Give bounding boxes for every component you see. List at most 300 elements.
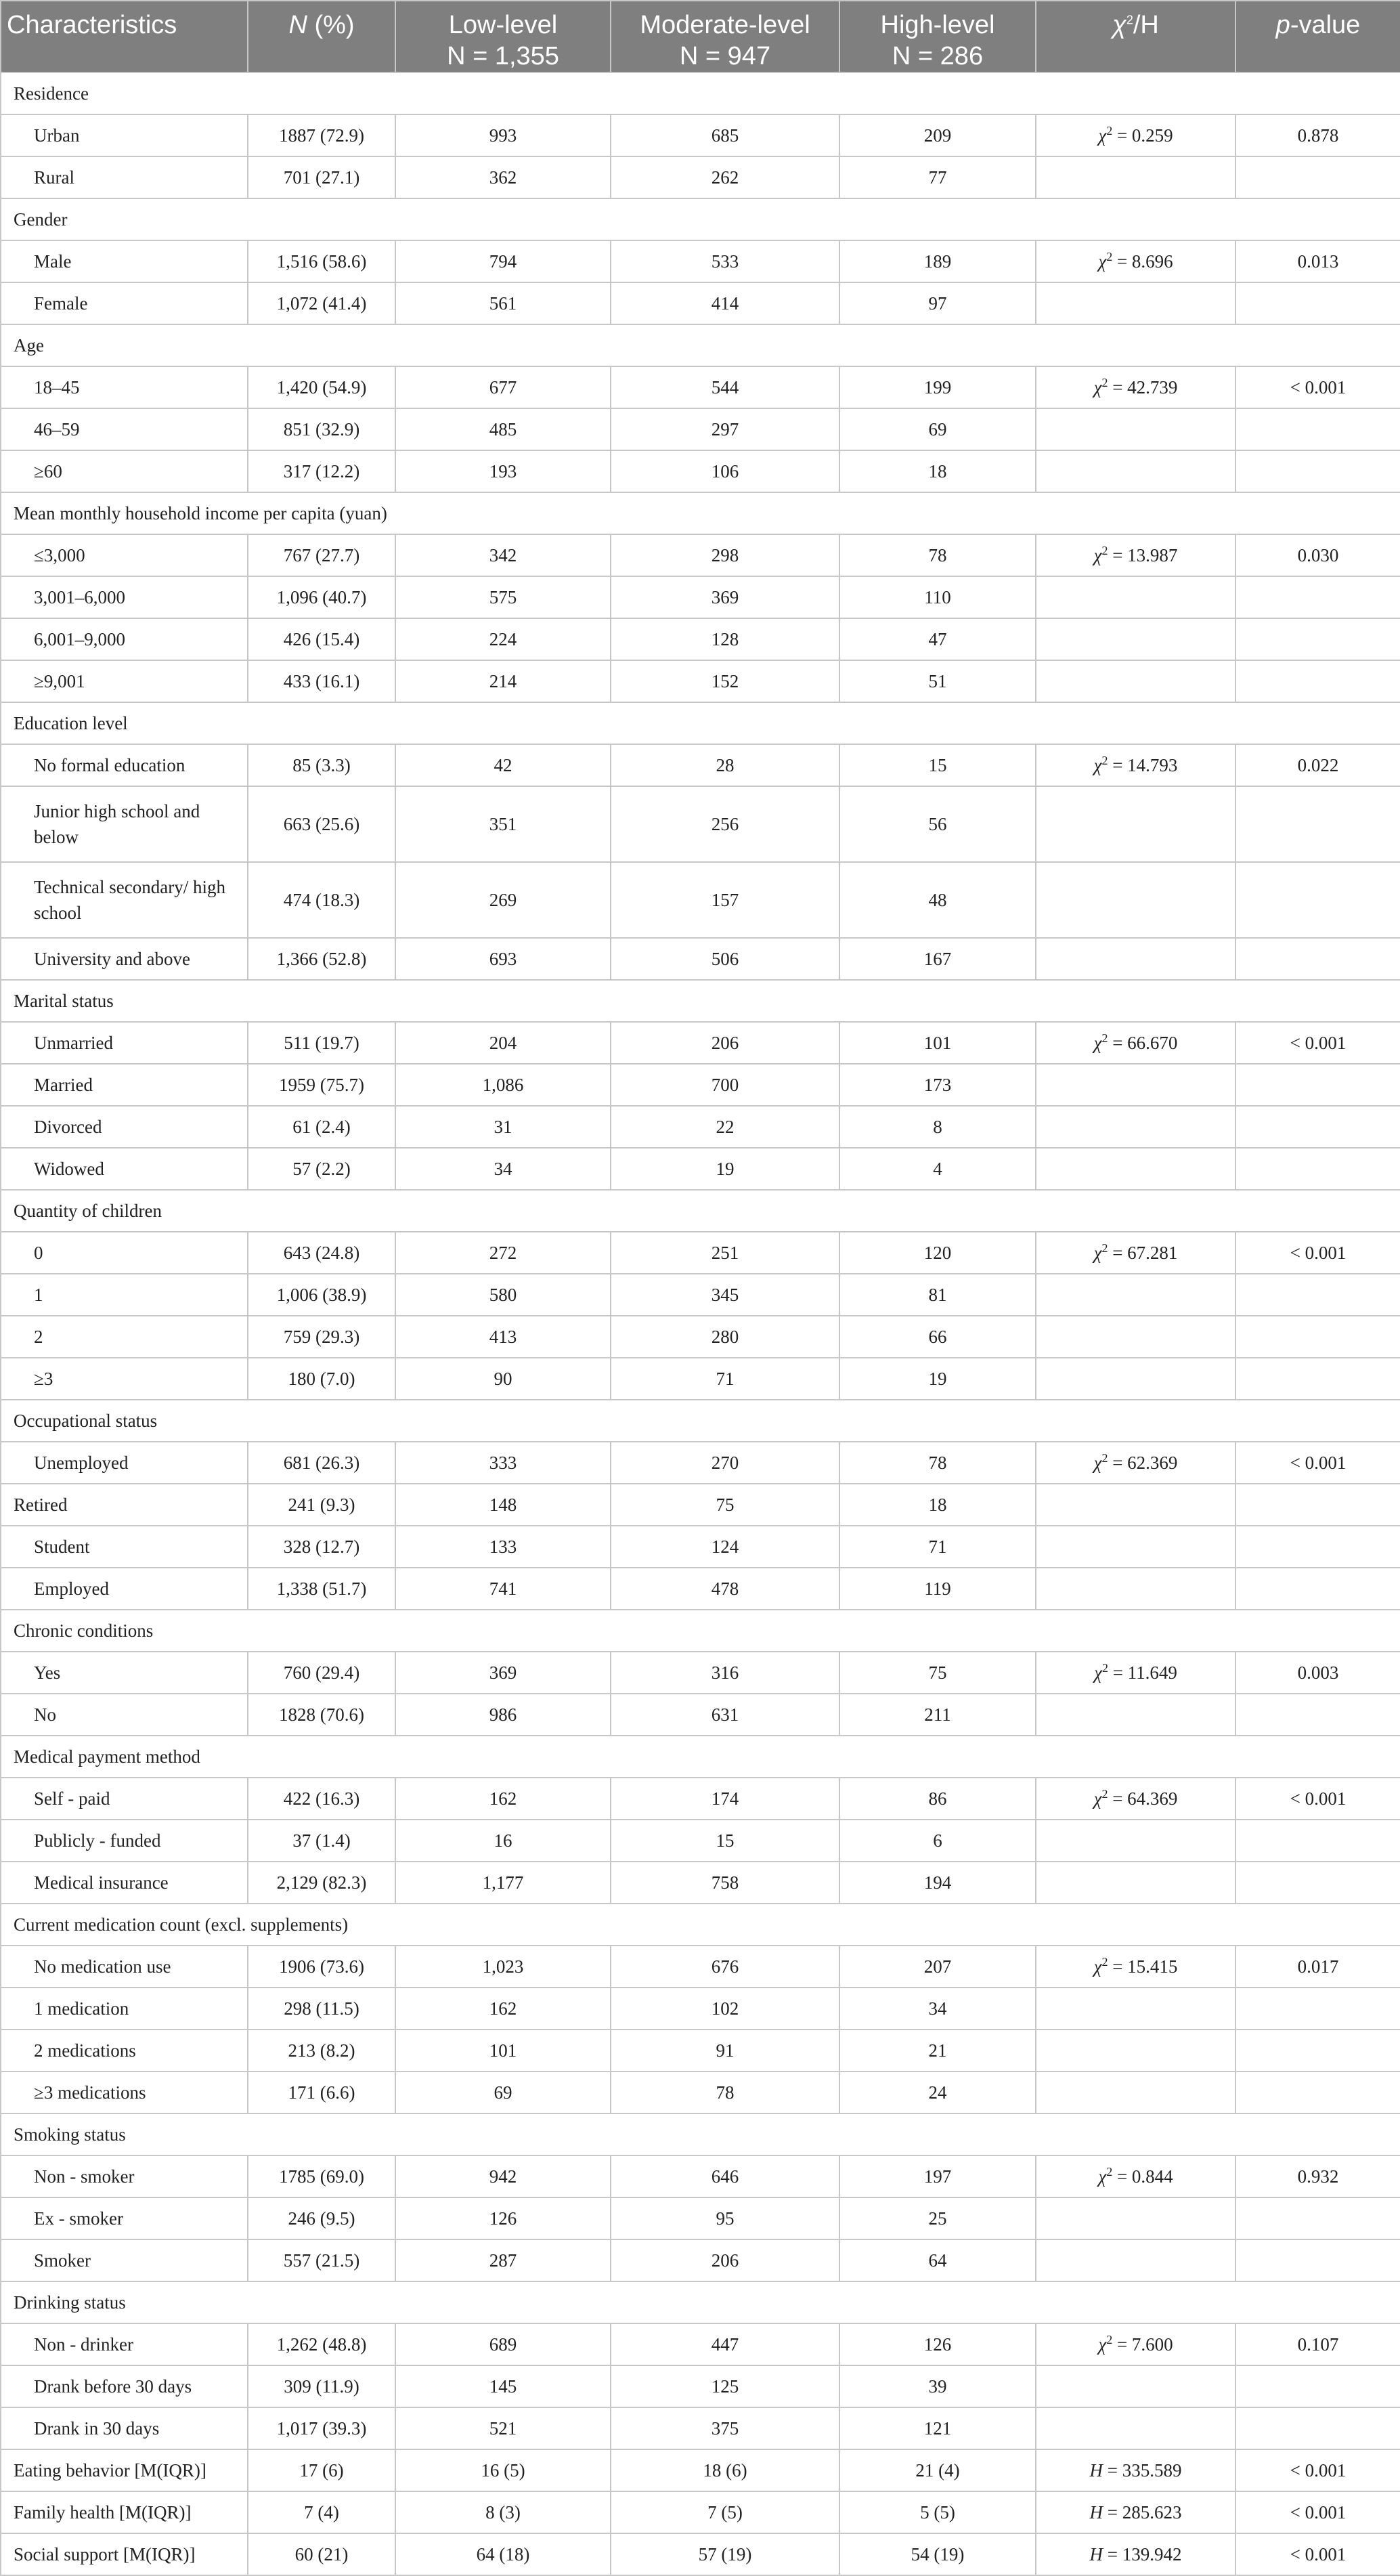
header-moderate-level <box>611 1 839 72</box>
cell-p-value <box>1235 1526 1400 1568</box>
cell-high-level: 51 <box>839 660 1036 702</box>
header-p-rest: -value <box>1290 11 1361 39</box>
cell-moderate-level: 206 <box>611 1022 839 1064</box>
cell-moderate-level: 57 (19) <box>611 2533 839 2575</box>
cell-p-value <box>1235 576 1400 618</box>
table-row <box>1 156 1400 198</box>
cell-statistic <box>1036 618 1235 660</box>
cell-statistic <box>1036 2239 1235 2281</box>
stat-superscript: 2 <box>1101 376 1108 389</box>
cell-p-value: < 0.001 <box>1235 1442 1400 1484</box>
cell-moderate-level: 251 <box>611 1232 839 1274</box>
cell-n-percent: 681 (26.3) <box>248 1442 395 1484</box>
stat-superscript: 2 <box>1101 1451 1108 1465</box>
cell-statistic <box>1036 576 1235 618</box>
cell-n-percent: 60 (21) <box>248 2533 395 2575</box>
section-title: Medical payment method <box>1 1736 1400 1778</box>
section-title: Residence <box>1 72 1400 114</box>
cell-moderate-level: 7 (5) <box>611 2491 839 2533</box>
cell-n-percent: 1,338 (51.7) <box>248 1568 395 1610</box>
row-label: Junior high school and below <box>1 786 248 862</box>
cell-p-value <box>1235 1694 1400 1736</box>
section-row <box>1 198 1400 240</box>
cell-high-level: 5 (5) <box>839 2491 1036 2533</box>
row-label: Married <box>1 1064 248 1106</box>
cell-n-percent: 309 (11.9) <box>248 2365 395 2407</box>
table-row <box>1 1316 1400 1358</box>
header-p-label: p <box>1275 11 1290 39</box>
cell-low-level: 741 <box>395 1568 611 1610</box>
cell-low-level: 193 <box>395 450 611 492</box>
cell-high-level: 207 <box>839 1946 1036 1988</box>
cell-p-value <box>1235 618 1400 660</box>
cell-moderate-level: 414 <box>611 282 839 324</box>
cell-statistic <box>1036 1988 1235 2030</box>
table-row <box>1 1862 1400 1904</box>
cell-low-level: 69 <box>395 2071 611 2113</box>
header-stat-sup: 2 <box>1126 13 1133 27</box>
cell-moderate-level: 369 <box>611 576 839 618</box>
cell-moderate-level: 106 <box>611 450 839 492</box>
cell-n-percent: 1,006 (38.9) <box>248 1274 395 1316</box>
cell-p-value: < 0.001 <box>1235 2533 1400 2575</box>
cell-statistic <box>1036 2323 1235 2365</box>
cell-moderate-level: 262 <box>611 156 839 198</box>
cell-statistic <box>1036 366 1235 408</box>
stat-value: = 64.369 <box>1108 1788 1178 1809</box>
cell-n-percent: 663 (25.6) <box>248 786 395 862</box>
stat-value: = 8.696 <box>1112 251 1173 272</box>
cell-n-percent: 246 (9.5) <box>248 2197 395 2239</box>
cell-low-level: 689 <box>395 2323 611 2365</box>
cell-statistic <box>1036 408 1235 450</box>
cell-statistic <box>1036 660 1235 702</box>
header-high-n: N = 286 <box>892 42 984 70</box>
row-label: ≥3 medications <box>1 2071 248 2113</box>
header-moderate-n: N = 947 <box>679 42 771 70</box>
table-row <box>1 534 1400 576</box>
cell-moderate-level: 206 <box>611 2239 839 2281</box>
cell-low-level: 369 <box>395 1652 611 1694</box>
cell-moderate-level: 297 <box>611 408 839 450</box>
cell-low-level: 413 <box>395 1316 611 1358</box>
cell-moderate-level: 533 <box>611 240 839 282</box>
header-characteristics-label: Characteristics <box>7 11 177 39</box>
cell-low-level: 269 <box>395 862 611 938</box>
cell-n-percent: 37 (1.4) <box>248 1820 395 1862</box>
cell-low-level: 942 <box>395 2155 611 2197</box>
cell-n-percent: 57 (2.2) <box>248 1148 395 1190</box>
cell-p-value <box>1235 660 1400 702</box>
row-label: 1 medication <box>1 1988 248 2030</box>
table-row <box>1 1526 1400 1568</box>
cell-p-value <box>1235 2071 1400 2113</box>
cell-low-level: 145 <box>395 2365 611 2407</box>
cell-statistic <box>1036 1862 1235 1904</box>
cell-n-percent: 1,420 (54.9) <box>248 366 395 408</box>
stat-symbol: H <box>1089 2544 1103 2564</box>
cell-high-level: 77 <box>839 156 1036 198</box>
cell-low-level: 214 <box>395 660 611 702</box>
stat-symbol: χ <box>1098 2334 1107 2355</box>
cell-n-percent: 213 (8.2) <box>248 2030 395 2071</box>
section-title: Quantity of children <box>1 1190 1400 1232</box>
cell-n-percent: 759 (29.3) <box>248 1316 395 1358</box>
stat-superscript: 2 <box>1101 1241 1108 1255</box>
cell-moderate-level: 124 <box>611 1526 839 1568</box>
cell-moderate-level: 75 <box>611 1484 839 1526</box>
cell-high-level: 6 <box>839 1820 1036 1862</box>
cell-statistic <box>1036 1652 1235 1694</box>
cell-p-value: 0.878 <box>1235 114 1400 156</box>
cell-high-level: 48 <box>839 862 1036 938</box>
cell-n-percent: 1959 (75.7) <box>248 1064 395 1106</box>
cell-n-percent: 85 (3.3) <box>248 744 395 786</box>
cell-statistic <box>1036 2407 1235 2449</box>
cell-p-value: < 0.001 <box>1235 1778 1400 1820</box>
cell-moderate-level: 700 <box>611 1064 839 1106</box>
cell-moderate-level: 174 <box>611 1778 839 1820</box>
cell-n-percent: 17 (6) <box>248 2449 395 2491</box>
row-label: Technical secondary/ high school <box>1 862 248 938</box>
section-row <box>1 72 1400 114</box>
cell-p-value: 0.932 <box>1235 2155 1400 2197</box>
cell-statistic <box>1036 786 1235 862</box>
cell-high-level: 78 <box>839 534 1036 576</box>
cell-p-value: 0.107 <box>1235 2323 1400 2365</box>
stat-value: = 7.600 <box>1112 2334 1173 2355</box>
cell-high-level: 126 <box>839 2323 1036 2365</box>
table-row <box>1 1484 1400 1526</box>
table-row <box>1 1106 1400 1148</box>
cell-p-value: 0.013 <box>1235 240 1400 282</box>
stat-superscript: 2 <box>1106 2333 1113 2346</box>
row-label: Family health [M(IQR)] <box>1 2491 248 2533</box>
cell-low-level: 162 <box>395 1778 611 1820</box>
cell-low-level: 580 <box>395 1274 611 1316</box>
cell-moderate-level: 71 <box>611 1358 839 1400</box>
cell-moderate-level: 631 <box>611 1694 839 1736</box>
row-label: Eating behavior [M(IQR)] <box>1 2449 248 2491</box>
header-stat-rest: /H <box>1133 11 1159 39</box>
cell-statistic <box>1036 2030 1235 2071</box>
cell-low-level: 148 <box>395 1484 611 1526</box>
header-row <box>1 1 1400 72</box>
table-row <box>1 366 1400 408</box>
stat-value: = 67.281 <box>1108 1243 1178 1263</box>
cell-n-percent: 767 (27.7) <box>248 534 395 576</box>
table-row <box>1 2449 1400 2491</box>
stat-symbol: χ <box>1093 1243 1102 1263</box>
cell-statistic <box>1036 1064 1235 1106</box>
section-title: Mean monthly household income per capita (yuan) <box>1 492 1400 534</box>
cell-n-percent: 851 (32.9) <box>248 408 395 450</box>
cell-statistic <box>1036 2071 1235 2113</box>
cell-n-percent: 557 (21.5) <box>248 2239 395 2281</box>
table-row <box>1 1988 1400 2030</box>
cell-high-level: 189 <box>839 240 1036 282</box>
row-label: 1 <box>1 1274 248 1316</box>
table-row <box>1 2407 1400 2449</box>
stat-symbol: χ <box>1093 545 1102 565</box>
row-label: 46–59 <box>1 408 248 450</box>
cell-low-level: 126 <box>395 2197 611 2239</box>
cell-statistic <box>1036 744 1235 786</box>
section-row <box>1 702 1400 744</box>
stat-superscript: 2 <box>1106 124 1113 137</box>
cell-p-value <box>1235 862 1400 938</box>
table-row <box>1 2323 1400 2365</box>
stat-symbol: χ <box>1098 251 1107 272</box>
cell-statistic <box>1036 2533 1235 2575</box>
row-label: Widowed <box>1 1148 248 1190</box>
table-row <box>1 862 1400 938</box>
header-n-percent <box>248 1 395 72</box>
cell-p-value <box>1235 1148 1400 1190</box>
cell-p-value: 0.017 <box>1235 1946 1400 1988</box>
section-row <box>1 1400 1400 1442</box>
cell-low-level: 31 <box>395 1106 611 1148</box>
header-low-n: N = 1,355 <box>447 42 559 70</box>
cell-low-level: 204 <box>395 1022 611 1064</box>
section-title: Occupational status <box>1 1400 1400 1442</box>
stat-symbol: H <box>1089 2460 1103 2481</box>
table-row <box>1 2197 1400 2239</box>
cell-moderate-level: 506 <box>611 938 839 980</box>
section-title: Chronic conditions <box>1 1610 1400 1652</box>
cell-p-value <box>1235 450 1400 492</box>
cell-high-level: 167 <box>839 938 1036 980</box>
cell-low-level: 162 <box>395 1988 611 2030</box>
row-label: Employed <box>1 1568 248 1610</box>
row-label: Medical insurance <box>1 1862 248 1904</box>
cell-n-percent: 180 (7.0) <box>248 1358 395 1400</box>
header-low-title: Low-level <box>448 11 558 39</box>
cell-moderate-level: 22 <box>611 1106 839 1148</box>
row-label: Retired <box>1 1484 248 1526</box>
cell-n-percent: 7 (4) <box>248 2491 395 2533</box>
cell-p-value: < 0.001 <box>1235 1022 1400 1064</box>
cell-p-value: < 0.001 <box>1235 1232 1400 1274</box>
cell-moderate-level: 298 <box>611 534 839 576</box>
table-row <box>1 2491 1400 2533</box>
table-row <box>1 1820 1400 1862</box>
section-row <box>1 2113 1400 2155</box>
cell-low-level: 561 <box>395 282 611 324</box>
cell-low-level: 8 (3) <box>395 2491 611 2533</box>
table-row <box>1 1778 1400 1820</box>
cell-low-level: 133 <box>395 1526 611 1568</box>
cell-n-percent: 2,129 (82.3) <box>248 1862 395 1904</box>
row-label: Male <box>1 240 248 282</box>
cell-low-level: 16 <box>395 1820 611 1862</box>
cell-statistic <box>1036 2491 1235 2533</box>
row-label: Ex - smoker <box>1 2197 248 2239</box>
row-label: Divorced <box>1 1106 248 1148</box>
cell-low-level: 1,177 <box>395 1862 611 1904</box>
stat-symbol: χ <box>1093 1788 1102 1809</box>
stat-symbol: H <box>1089 2502 1103 2523</box>
cell-moderate-level: 256 <box>611 786 839 862</box>
cell-moderate-level: 270 <box>611 1442 839 1484</box>
cell-high-level: 78 <box>839 1442 1036 1484</box>
cell-high-level: 197 <box>839 2155 1036 2197</box>
cell-high-level: 24 <box>839 2071 1036 2113</box>
section-row <box>1 1904 1400 1946</box>
stat-value: = 42.739 <box>1108 377 1178 398</box>
stat-symbol: χ <box>1093 755 1102 775</box>
table-row <box>1 2533 1400 2575</box>
row-label: No formal education <box>1 744 248 786</box>
stat-value: = 335.589 <box>1103 2460 1182 2481</box>
header-high-level <box>839 1 1036 72</box>
row-label: Drank before 30 days <box>1 2365 248 2407</box>
cell-high-level: 209 <box>839 114 1036 156</box>
header-characteristics <box>1 1 248 72</box>
row-label: Publicly - funded <box>1 1820 248 1862</box>
cell-p-value <box>1235 1862 1400 1904</box>
cell-low-level: 1,086 <box>395 1064 611 1106</box>
cell-n-percent: 1,516 (58.6) <box>248 240 395 282</box>
stat-superscript: 2 <box>1101 544 1108 557</box>
cell-p-value <box>1235 1820 1400 1862</box>
cell-high-level: 71 <box>839 1526 1036 1568</box>
stat-superscript: 2 <box>1106 250 1113 263</box>
cell-high-level: 66 <box>839 1316 1036 1358</box>
cell-high-level: 19 <box>839 1358 1036 1400</box>
cell-statistic <box>1036 1358 1235 1400</box>
cell-p-value <box>1235 1988 1400 2030</box>
stat-value: = 15.415 <box>1108 1956 1178 1977</box>
cell-moderate-level: 157 <box>611 862 839 938</box>
cell-n-percent: 1,366 (52.8) <box>248 938 395 980</box>
cell-statistic <box>1036 114 1235 156</box>
cell-p-value <box>1235 1274 1400 1316</box>
cell-n-percent: 643 (24.8) <box>248 1232 395 1274</box>
row-label: No medication use <box>1 1946 248 1988</box>
stat-superscript: 2 <box>1101 1661 1108 1675</box>
cell-statistic <box>1036 1442 1235 1484</box>
cell-moderate-level: 125 <box>611 2365 839 2407</box>
table-row <box>1 2365 1400 2407</box>
cell-high-level: 97 <box>839 282 1036 324</box>
row-label: Unmarried <box>1 1022 248 1064</box>
row-label: Female <box>1 282 248 324</box>
cell-moderate-level: 152 <box>611 660 839 702</box>
cell-high-level: 15 <box>839 744 1036 786</box>
cell-low-level: 42 <box>395 744 611 786</box>
cell-moderate-level: 19 <box>611 1148 839 1190</box>
cell-n-percent: 1,017 (39.3) <box>248 2407 395 2449</box>
table-row <box>1 1064 1400 1106</box>
table-row <box>1 1148 1400 1190</box>
cell-high-level: 101 <box>839 1022 1036 1064</box>
cell-moderate-level: 676 <box>611 1946 839 1988</box>
cell-n-percent: 317 (12.2) <box>248 450 395 492</box>
cell-p-value <box>1235 1106 1400 1148</box>
row-label: 6,001–9,000 <box>1 618 248 660</box>
header-high-title: High-level <box>880 11 995 39</box>
cell-n-percent: 171 (6.6) <box>248 2071 395 2113</box>
cell-n-percent: 61 (2.4) <box>248 1106 395 1148</box>
row-label: Yes <box>1 1652 248 1694</box>
stat-superscript: 2 <box>1101 1787 1108 1801</box>
row-label: 2 <box>1 1316 248 1358</box>
cell-low-level: 90 <box>395 1358 611 1400</box>
cell-statistic <box>1036 1106 1235 1148</box>
cell-statistic <box>1036 2155 1235 2197</box>
cell-n-percent: 422 (16.3) <box>248 1778 395 1820</box>
cell-high-level: 21 <box>839 2030 1036 2071</box>
cell-moderate-level: 345 <box>611 1274 839 1316</box>
cell-p-value <box>1235 1316 1400 1358</box>
table-row <box>1 2155 1400 2197</box>
cell-p-value <box>1235 1064 1400 1106</box>
stat-superscript: 2 <box>1101 754 1108 767</box>
cell-high-level: 21 (4) <box>839 2449 1036 2491</box>
table-row <box>1 1358 1400 1400</box>
stat-value: = 62.369 <box>1108 1453 1178 1473</box>
cell-high-level: 194 <box>839 1862 1036 1904</box>
stat-superscript: 2 <box>1101 1031 1108 1045</box>
cell-high-level: 199 <box>839 366 1036 408</box>
cell-p-value <box>1235 2365 1400 2407</box>
header-n-label: N <box>288 11 307 39</box>
row-label: 18–45 <box>1 366 248 408</box>
table-row <box>1 1022 1400 1064</box>
cell-moderate-level: 91 <box>611 2030 839 2071</box>
section-title: Marital status <box>1 980 1400 1022</box>
cell-p-value <box>1235 408 1400 450</box>
cell-n-percent: 701 (27.1) <box>248 156 395 198</box>
cell-high-level: 69 <box>839 408 1036 450</box>
cell-low-level: 16 (5) <box>395 2449 611 2491</box>
stat-symbol: χ <box>1093 377 1102 398</box>
cell-moderate-level: 15 <box>611 1820 839 1862</box>
cell-statistic <box>1036 282 1235 324</box>
stat-value: = 139.942 <box>1103 2544 1182 2564</box>
table-row <box>1 660 1400 702</box>
cell-high-level: 8 <box>839 1106 1036 1148</box>
cell-low-level: 64 (18) <box>395 2533 611 2575</box>
cell-statistic <box>1036 1148 1235 1190</box>
row-label: ≤3,000 <box>1 534 248 576</box>
cell-low-level: 101 <box>395 2030 611 2071</box>
stat-value: = 11.649 <box>1108 1662 1177 1683</box>
cell-moderate-level: 544 <box>611 366 839 408</box>
cell-high-level: 110 <box>839 576 1036 618</box>
cell-p-value: 0.022 <box>1235 744 1400 786</box>
header-moderate-title: Moderate-level <box>640 11 810 39</box>
row-label: No <box>1 1694 248 1736</box>
table-row <box>1 938 1400 980</box>
row-label: ≥60 <box>1 450 248 492</box>
row-label: Smoker <box>1 2239 248 2281</box>
cell-low-level: 272 <box>395 1232 611 1274</box>
cell-statistic <box>1036 2365 1235 2407</box>
cell-moderate-level: 375 <box>611 2407 839 2449</box>
section-row <box>1 2281 1400 2323</box>
cell-p-value: < 0.001 <box>1235 2449 1400 2491</box>
cell-p-value: < 0.001 <box>1235 2491 1400 2533</box>
cell-statistic <box>1036 2449 1235 2491</box>
stat-value: = 14.793 <box>1108 755 1178 775</box>
table-row <box>1 2071 1400 2113</box>
cell-low-level: 362 <box>395 156 611 198</box>
cell-statistic <box>1036 2197 1235 2239</box>
stat-superscript: 2 <box>1101 1955 1108 1969</box>
cell-high-level: 119 <box>839 1568 1036 1610</box>
